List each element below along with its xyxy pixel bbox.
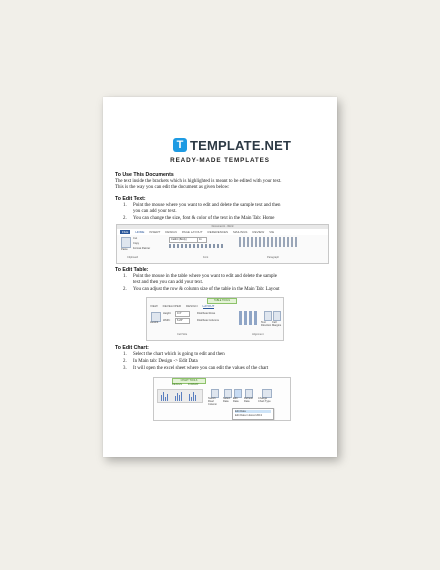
brand-logo <box>173 137 291 153</box>
brand-tagline: READY-MADE TEMPLATES <box>170 157 270 164</box>
font-group-label: Font <box>203 256 209 259</box>
chart-tools-context: CHART TOOLS <box>172 378 206 384</box>
tab-review[interactable]: REVIEW <box>252 230 265 234</box>
tab-home[interactable]: HOME <box>135 230 145 234</box>
list-item: 2. In Main tab: Design -> Edit Data <box>123 359 198 364</box>
format-painter-button[interactable]: Format Painter <box>133 247 151 250</box>
height-input[interactable]: 0.4" <box>175 311 190 317</box>
tab-developer[interactable]: DEVELOPER <box>162 304 182 308</box>
chart-ribbon-screenshot <box>153 377 291 421</box>
word-ribbon-screenshot <box>116 224 329 264</box>
heading-edit-text: To Edit Text: <box>115 196 146 202</box>
layout-tabs <box>147 303 217 309</box>
paste-label: Paste <box>121 248 128 251</box>
tab-view[interactable]: VIE <box>269 230 275 234</box>
autofit-button[interactable]: AutoFit <box>150 321 159 324</box>
select-data-button[interactable]: Select Data <box>223 397 231 403</box>
alignment-grid-icon[interactable] <box>239 311 259 325</box>
heading-edit-table: To Edit Table: <box>115 267 149 273</box>
tab-design[interactable]: DESIGN <box>172 383 182 386</box>
paste-icon[interactable] <box>121 237 131 248</box>
tab-layout[interactable]: LAYOUT <box>202 303 215 308</box>
alignment-group-label: Alignment <box>252 333 264 336</box>
list-item: 1. Point the mouse in the table where you want to edit and delete the sample text and then you can add your text. <box>123 274 277 286</box>
font-tools-icon[interactable] <box>169 244 224 248</box>
use-line-1: The text inside the brackets which is highlighted is meant to be edited with your text. <box>115 179 282 184</box>
list-item: 1. Select the chart which is going to edit and then <box>123 352 225 357</box>
menu-item-edit-data-excel[interactable]: Edit Data in Excel 2013 <box>235 414 262 417</box>
list-item: 1. Point the mouse where you want to edit and delete the sample text and then you can add your text. <box>123 203 281 215</box>
tab-design[interactable]: DESIGN <box>165 230 177 234</box>
list-item: 2. You can change the size, font & color of the text in the Main Tab: Home <box>123 216 275 221</box>
change-chart-type-button[interactable]: Change Chart Type <box>258 397 271 403</box>
chart-style-thumb-icon[interactable] <box>161 392 168 401</box>
tab-view[interactable]: VIEW <box>150 304 158 308</box>
brand-name: TEMPLATE.NET <box>190 137 292 153</box>
distribute-columns-button[interactable]: Distribute Columns <box>197 319 219 322</box>
document-page <box>103 97 337 457</box>
paragraph-tools-icon[interactable] <box>239 237 299 247</box>
chart-styles-gallery[interactable] <box>157 389 203 403</box>
paragraph-group-label: Paragraph <box>267 256 280 259</box>
window-title: Document1 - Word <box>117 225 328 229</box>
text-direction-button[interactable]: Text Direction <box>261 321 272 327</box>
font-name-select[interactable]: Calibri (Body) <box>169 237 198 243</box>
cell-margins-button[interactable]: Cell Margins <box>272 321 282 327</box>
list-item: 3. It will open the excel sheet where you can edit the values of the chart <box>123 366 269 371</box>
cut-button[interactable]: Cut <box>133 237 138 240</box>
tab-format[interactable]: FORMAT <box>188 383 199 386</box>
tab-file[interactable]: FILE <box>122 230 129 234</box>
layout-ribbon-screenshot <box>146 297 284 341</box>
tab-references[interactable]: REFERENCES <box>207 230 229 234</box>
width-input[interactable]: 6.26" <box>175 318 190 324</box>
tab-design[interactable]: DESIGN <box>186 304 198 308</box>
chart-style-thumb-icon[interactable] <box>175 392 182 401</box>
copy-button[interactable]: Copy <box>133 242 140 245</box>
edit-data-dropdown-menu <box>232 408 274 420</box>
distribute-rows-button[interactable]: Distribute Rows <box>197 312 216 315</box>
table-tools-context: TABLE TOOLS <box>207 298 237 304</box>
tab-mailings[interactable]: MAILINGS <box>233 230 248 234</box>
heading-edit-chart: To Edit Chart: <box>115 345 149 351</box>
height-label: Height: <box>163 312 172 315</box>
width-label: Width: <box>163 319 171 322</box>
cell-size-group-label: Cell Size <box>177 333 188 336</box>
clipboard-group-label: Clipboard <box>127 256 139 259</box>
tab-page-layout[interactable]: PAGE LAYOUT <box>181 230 203 234</box>
heading-use: To Use This Documents <box>115 172 174 178</box>
cell-margins-icon[interactable] <box>273 311 281 321</box>
chart-style-thumb-icon[interactable] <box>189 392 196 401</box>
tab-insert[interactable]: INSERT <box>149 230 161 234</box>
menu-item-edit-data[interactable]: Edit Data <box>235 410 271 413</box>
template-logo-icon: T <box>173 138 187 152</box>
switch-row-column-button[interactable]: Switch Row/ Column <box>208 397 217 406</box>
font-size-select[interactable]: 11 <box>197 237 207 243</box>
refresh-data-button[interactable]: Refresh Data <box>244 397 254 403</box>
list-item: 2. You can adjust the row & column size of the table in the Main Tab: Layout <box>123 287 280 292</box>
ribbon-tabs <box>117 229 328 235</box>
text-direction-icon[interactable] <box>264 311 272 321</box>
use-line-2: This is the way you can edit the document as given below: <box>115 185 230 190</box>
edit-data-button[interactable]: Edit Data <box>233 397 239 403</box>
